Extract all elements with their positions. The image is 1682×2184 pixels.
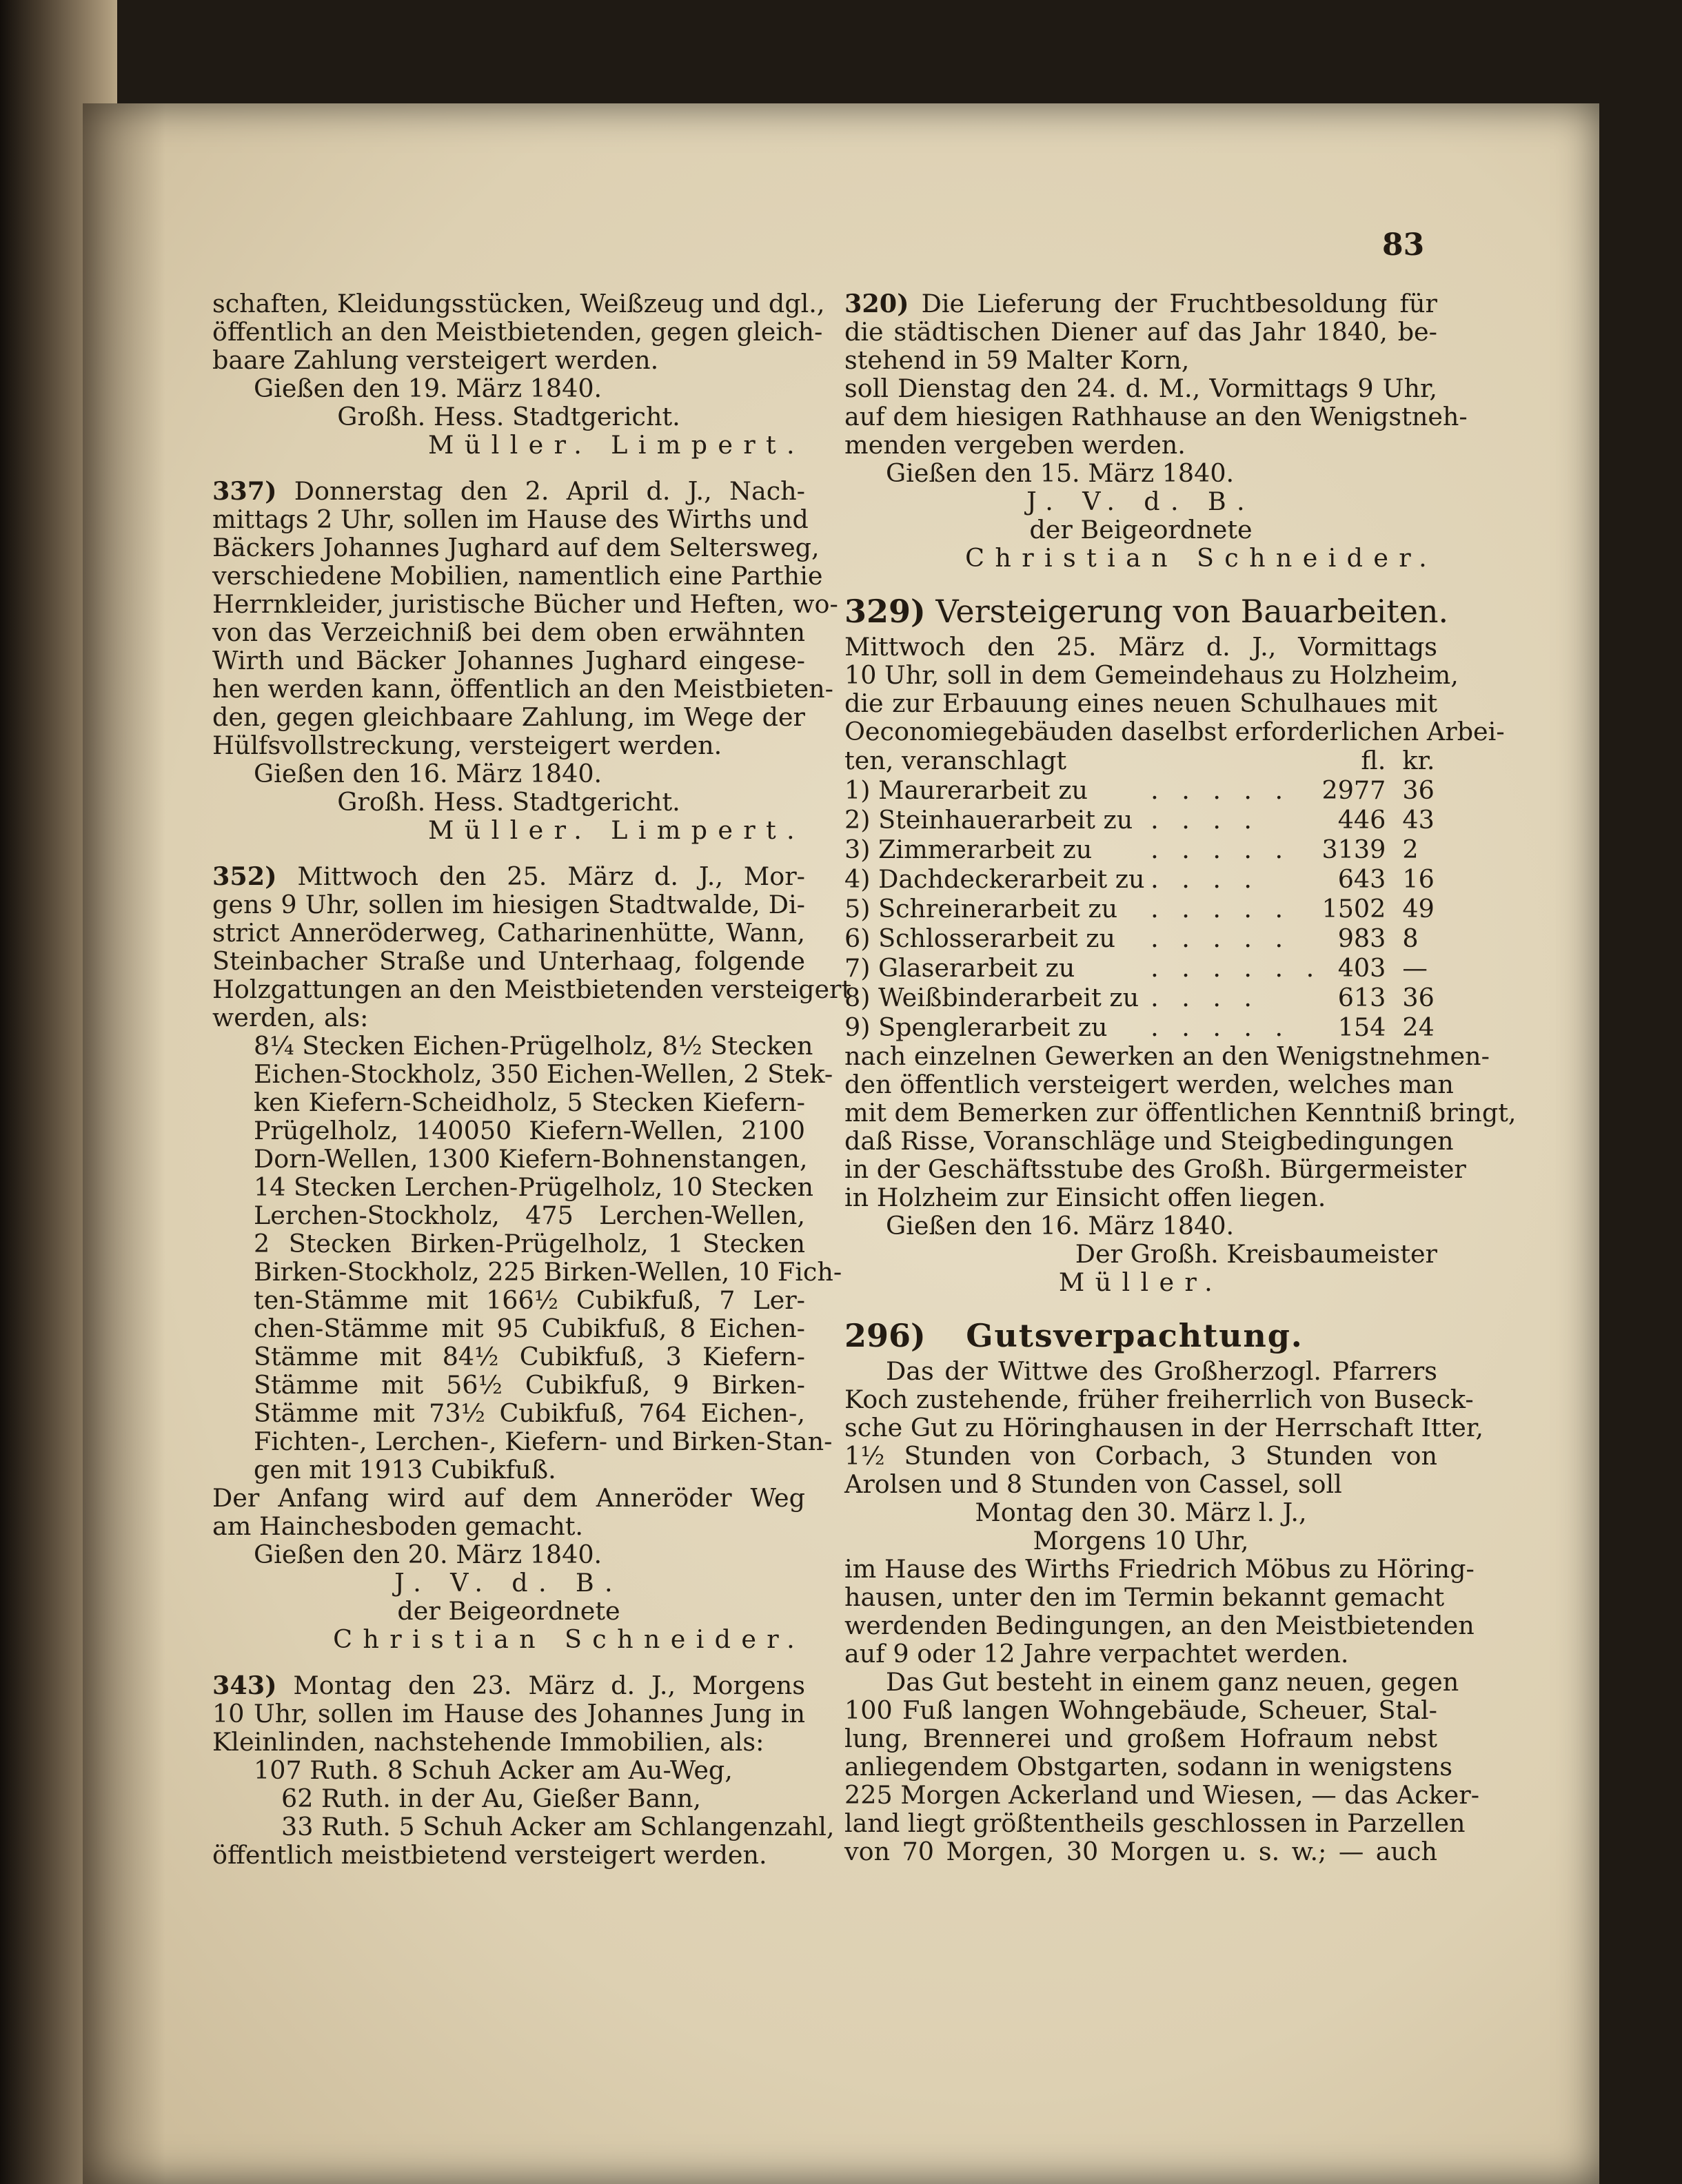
text-line: Koch zustehende, früher freiherrlich von Buseck- <box>844 1385 1474 1414</box>
item-line: gen mit 1913 Cubikfuß. <box>254 1455 556 1484</box>
text-span: Donnerstag den 2. April d. J., Nach- <box>294 476 805 506</box>
text-line: 225 Morgen Ackerland und Wiesen, — das Acker- <box>844 1780 1480 1810</box>
notice-date: Gießen den 20. März 1840. <box>254 1540 602 1569</box>
item-line: 2 Stecken Birken-Prügelholz, 1 Stecken <box>254 1229 805 1258</box>
notice-number: 337) <box>212 476 277 506</box>
table-row <box>844 835 1437 864</box>
text-line: hen werden kann, öffentlich an den Meistbieten- <box>212 674 834 704</box>
text-line: Holzgattungen an den Meistbietenden versteigert <box>212 974 852 1004</box>
cost-kr: 16 <box>1402 864 1435 894</box>
text-line <box>212 862 805 890</box>
item-line: ten-Stämme mit 166½ Cubikfuß, 7 Ler- <box>254 1285 805 1315</box>
table-row <box>844 953 1437 983</box>
notice-date: Gießen den 15. März 1840. <box>886 458 1235 488</box>
text-line: öffentlich meistbietend versteigert werden. <box>212 1840 767 1870</box>
cost-fl: 3139 <box>1321 835 1386 864</box>
text-line: hausen, unter den im Termin bekannt gemacht <box>844 1582 1445 1612</box>
text-line: Steinbacher Straße und Unterhaag, folgende <box>212 946 805 976</box>
text-line: Das der Wittwe des Großherzogl. Pfarrers <box>886 1356 1437 1386</box>
cost-item: 7) Glaserarbeit zu <box>844 953 1075 983</box>
text-line: am Hainchesboden gemacht. <box>212 1511 584 1541</box>
text-line: in der Geschäftsstube des Großh. Bürgermeister <box>844 1154 1466 1184</box>
spine-shadow <box>83 103 165 2184</box>
notice-authority: Großh. Hess. Stadtgericht. <box>337 402 680 431</box>
notice-number: 320) <box>844 289 909 318</box>
cost-item: 5) Schreinerarbeit zu <box>844 894 1118 923</box>
text-line: mit dem Bemerken zur öffentlichen Kenntniß bringt, <box>844 1098 1517 1127</box>
signature-initials: J. V. d. B. <box>394 1568 623 1598</box>
cost-kr: 2 <box>1402 835 1419 864</box>
text-line: baare Zahlung versteigert werden. <box>212 345 659 375</box>
notice-296 <box>844 1314 1483 1866</box>
text-span: Die Lieferung der Fruchtbesoldung für <box>921 289 1437 318</box>
signature-name: Christian Schneider. <box>333 1624 805 1654</box>
text-line: die städtischen Diener auf das Jahr 1840, be- <box>844 317 1437 347</box>
cost-fl: 403 <box>1337 953 1386 983</box>
leader-dots: . . . . . . <box>1151 953 1322 983</box>
text-line: in Holzheim zur Einsicht offen liegen. <box>844 1183 1326 1212</box>
item-line: Prügelholz, 140050 Kiefern-Wellen, 2100 <box>254 1116 805 1145</box>
item-line: Fichten-, Lerchen-, Kiefern- und Birken-Stan- <box>254 1427 833 1456</box>
cost-fl: 983 <box>1337 923 1386 953</box>
item-line: Birken-Stockholz, 225 Birken-Wellen, 10 Fich- <box>254 1257 842 1287</box>
text-line: daß Risse, Voranschläge und Steigbedingungen <box>844 1126 1454 1156</box>
item-line: Stämme mit 56½ Cubikfuß, 9 Birken- <box>254 1370 805 1400</box>
notice-top <box>212 289 825 460</box>
text-line: Bäckers Johannes Jughard auf dem Seltersweg, <box>212 533 820 562</box>
cost-item: 6) Schlosserarbeit zu <box>844 923 1116 953</box>
cost-fl: 643 <box>1337 864 1386 894</box>
table-row <box>844 923 1437 953</box>
text-line: werden, als: <box>212 1003 369 1032</box>
centered-line: Morgens 10 Uhr, <box>1033 1526 1249 1555</box>
notice-number: 329) <box>844 593 926 630</box>
cost-fl: 1502 <box>1321 894 1386 923</box>
text-span: Mittwoch den 25. März d. J., Mor- <box>297 861 805 891</box>
item-line: Stämme mit 73½ Cubikfuß, 764 Eichen-, <box>254 1398 805 1428</box>
text-line <box>212 1671 805 1700</box>
item-line: 33 Ruth. 5 Schuh Acker am Schlangenzahl, <box>281 1812 835 1841</box>
cost-kr: 43 <box>1402 805 1435 835</box>
centered-line: Montag den 30. März l. J., <box>975 1498 1307 1527</box>
text-line: Mittwoch den 25. März d. J., Vormittags <box>844 632 1437 662</box>
text-line: gens 9 Uhr, sollen im hiesigen Stadtwalde, Di- <box>212 890 805 919</box>
text-line: Wirth und Bäcker Johannes Jughard eingese- <box>212 646 805 675</box>
item-line: chen-Stämme mit 95 Cubikfuß, 8 Eichen- <box>254 1314 805 1343</box>
notice-signature: Müller. Limpert. <box>428 815 805 845</box>
table-row <box>844 805 1437 835</box>
signature-title: der Beigeordnete <box>397 1596 620 1626</box>
text-line: sche Gut zu Höringhausen in der Herrschaft Itter, <box>844 1413 1483 1442</box>
cost-table <box>844 746 1437 1042</box>
text-line: Arolsen und 8 Stunden von Cassel, soll <box>844 1469 1342 1499</box>
text-line: Der Anfang wird auf dem Anneröder Weg <box>212 1483 805 1513</box>
leader-dots: . . . . <box>1151 983 1259 1012</box>
item-line: Stämme mit 84½ Cubikfuß, 3 Kiefern- <box>254 1342 805 1371</box>
cost-kr: 36 <box>1402 983 1435 1012</box>
table-row <box>844 894 1437 923</box>
text-line: Herrnkleider, juristische Bücher und Heften, wo- <box>212 589 838 619</box>
item-line: 14 Stecken Lerchen-Prügelholz, 10 Stecken <box>254 1172 814 1202</box>
leader-dots: . . . . <box>1151 864 1259 894</box>
cost-kr: — <box>1402 953 1428 983</box>
cost-fl: 154 <box>1337 1012 1386 1042</box>
text-line: 1½ Stunden von Corbach, 3 Stunden von <box>844 1441 1437 1471</box>
notice-heading <box>844 590 1449 633</box>
cost-item: 3) Zimmerarbeit zu <box>844 835 1093 864</box>
leader-dots: . . . . . <box>1151 923 1291 953</box>
text-line: stehend in 59 Malter Korn, <box>844 345 1190 375</box>
leader-dots: . . . . <box>1151 805 1259 835</box>
table-row <box>844 775 1437 805</box>
notice-number: 296) <box>844 1317 926 1354</box>
signature-name: Christian Schneider. <box>965 543 1437 573</box>
cost-fl: 2977 <box>1321 775 1386 805</box>
notice-number: 343) <box>212 1671 277 1700</box>
text-line: Kleinlinden, nachstehende Immobilien, als: <box>212 1727 764 1757</box>
item-line: Lerchen-Stockholz, 475 Lerchen-Wellen, <box>254 1201 805 1230</box>
notice-352 <box>212 861 852 1654</box>
right-column <box>844 289 1517 1866</box>
text-line: die zur Erbauung eines neuen Schulhaues mit <box>844 688 1437 718</box>
cost-kr: 49 <box>1402 894 1435 923</box>
text-line: strict Anneröderweg, Catharinenhütte, Wann, <box>212 918 805 948</box>
notice-number: 352) <box>212 861 277 891</box>
table-row <box>844 1012 1437 1042</box>
text-line: im Hause des Wirths Friedrich Möbus zu Höring- <box>844 1554 1475 1584</box>
text-line: 100 Fuß langen Wohngebäude, Scheuer, Stal- <box>844 1695 1437 1725</box>
text-line: lung, Brennerei und großem Hofraum nebst <box>844 1724 1437 1753</box>
cost-kr: 36 <box>1402 775 1435 805</box>
item-line: 62 Ruth. in der Au, Gießer Bann, <box>281 1784 701 1813</box>
text-span: Montag den 23. März d. J., Morgens <box>293 1671 805 1700</box>
text-line <box>844 289 1437 318</box>
leader-dots: . . . . . <box>1151 775 1291 805</box>
text-line: von 70 Morgen, 30 Morgen u. s. w.; — auch <box>844 1837 1437 1866</box>
table-row <box>844 983 1437 1012</box>
text-line: nach einzelnen Gewerken an den Wenigstnehmen- <box>844 1041 1490 1071</box>
text-line: den öffentlich versteigert werden, welches man <box>844 1070 1454 1099</box>
item-line: ken Kiefern-Scheidholz, 5 Stecken Kiefern- <box>254 1088 805 1117</box>
text-line: menden vergeben werden. <box>844 430 1186 460</box>
column-fl: fl. <box>1361 746 1386 775</box>
cost-kr: 8 <box>1402 923 1419 953</box>
text-line: auf 9 oder 12 Jahre verpachtet werden. <box>844 1639 1349 1668</box>
cost-table-header <box>844 746 1437 775</box>
cost-fl: 446 <box>1337 805 1386 835</box>
notice-authority: Großh. Hess. Stadtgericht. <box>337 787 680 817</box>
item-line: Dorn-Wellen, 1300 Kiefern-Bohnenstangen, <box>254 1144 808 1174</box>
text-line: soll Dienstag den 24. d. M., Vormittags 9 Uhr, <box>844 374 1437 403</box>
notice-date: Gießen den 16. März 1840. <box>886 1211 1235 1241</box>
cost-item: 4) Dachdeckerarbeit zu <box>844 864 1145 894</box>
notice-329 <box>844 590 1517 1297</box>
notice-date: Gießen den 16. März 1840. <box>254 759 602 788</box>
heading-text: Versteigerung von Bauarbeiten. <box>935 593 1449 630</box>
page-number: 83 <box>1382 227 1425 263</box>
leader-dots: . . . . . <box>1151 835 1291 864</box>
text-line: 10 Uhr, sollen im Hause des Johannes Jung in <box>212 1699 805 1728</box>
text-line: auf dem hiesigen Rathhause an den Wenigstneh- <box>844 402 1468 431</box>
text-line: Das Gut besteht in einem ganz neuen, gegen <box>886 1667 1459 1697</box>
item-line: 107 Ruth. 8 Schuh Acker am Au-Weg, <box>254 1755 733 1785</box>
heading-text: Gutsverpachtung. <box>966 1317 1304 1354</box>
item-line: 8¼ Stecken Eichen-Prügelholz, 8½ Stecken <box>254 1031 813 1061</box>
text-line: anliegendem Obstgarten, sodann in wenigstens <box>844 1752 1452 1782</box>
leader-dots: . . . . . <box>1151 894 1291 923</box>
cost-kr: 24 <box>1402 1012 1435 1042</box>
text-line: 10 Uhr, soll in dem Gemeindehaus zu Holzheim, <box>844 660 1459 690</box>
text-line: schaften, Kleidungsstücken, Weißzeug und dgl., <box>212 289 825 318</box>
leader-dots: . . . . . <box>1151 1012 1291 1042</box>
signature-initials: J. V. d. B. <box>1026 487 1255 516</box>
left-column <box>212 289 852 1870</box>
cost-fl: 613 <box>1337 983 1386 1012</box>
signature-title: Der Großh. Kreisbaumeister <box>1075 1239 1437 1269</box>
cost-item: 1) Maurerarbeit zu <box>844 775 1088 805</box>
item-line: Eichen-Stockholz, 350 Eichen-Wellen, 2 Stek- <box>254 1059 833 1089</box>
notice-320 <box>844 289 1468 573</box>
text-line: verschiedene Mobilien, namentlich eine Parthie <box>212 561 823 591</box>
notice-heading <box>844 1314 1437 1357</box>
text-line <box>212 477 805 505</box>
table-row <box>844 864 1437 894</box>
notice-337 <box>212 476 838 845</box>
text-line: Oeconomiegebäuden daselbst erforderlichen Arbei- <box>844 717 1505 746</box>
table-lead: ten, veranschlagt <box>844 746 1067 775</box>
cost-item: 2) Steinhauerarbeit zu <box>844 805 1133 835</box>
signature-name: Müller. <box>1058 1267 1224 1297</box>
text-line: werdenden Bedingungen, an den Meistbietenden <box>844 1611 1475 1640</box>
column-kr: kr. <box>1402 746 1435 775</box>
notice-date: Gießen den 19. März 1840. <box>254 374 602 403</box>
text-line: land liegt größtentheils geschlossen in Parzellen <box>844 1808 1466 1838</box>
cost-item: 9) Spenglerarbeit zu <box>844 1012 1108 1042</box>
cost-item: 8) Weißbinderarbeit zu <box>844 983 1139 1012</box>
signature-title: der Beigeordnete <box>1029 515 1253 544</box>
text-line: den, gegen gleichbaare Zahlung, im Wege der <box>212 702 805 732</box>
text-line: öffentlich an den Meistbietenden, gegen gleich- <box>212 317 823 347</box>
text-line: von das Verzeichniß bei dem oben erwähnten <box>212 618 805 647</box>
notice-343 <box>212 1671 835 1870</box>
text-line: mittags 2 Uhr, sollen im Hause des Wirths und <box>212 504 809 534</box>
text-line: Hülfsvollstreckung, versteigert werden. <box>212 731 722 760</box>
notice-signature: Müller. Limpert. <box>428 430 805 460</box>
